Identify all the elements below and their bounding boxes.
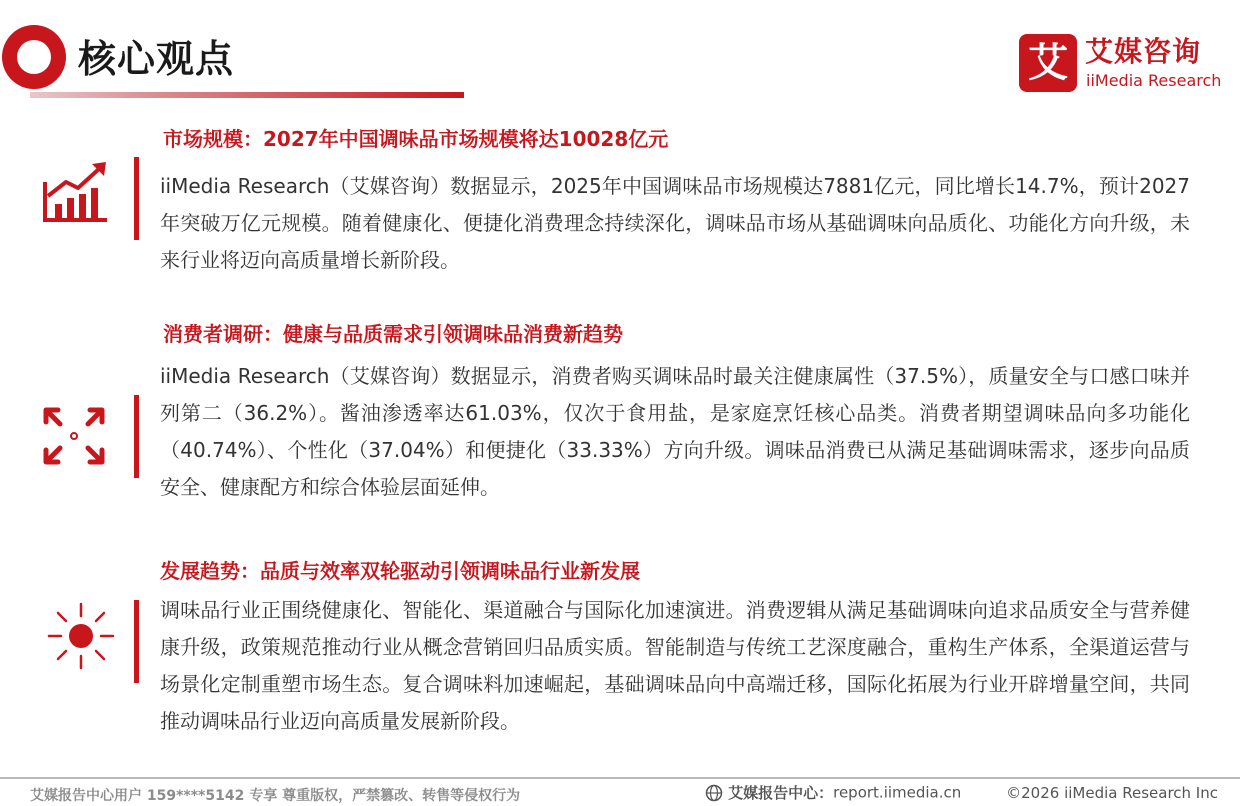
footer-report-center [705, 782, 961, 802]
section-body-development-trend: 调味品行业正围绕健康化、智能化、渠道融合与国际化加速演进。消费逻辑从满足基础调味向追求品质安全与营养健康升级，政策规范推动行业从概念营销回归品质实质。智能制造与传统工艺深度融合，重构生产体系，全渠道运营与场景化定制重塑市场生态。复合调味料加速崛起，基础调味品向中高端迁移，国际化拓展为行业开辟增量空间，共同推动调味品行业迈向高质量发展新阶段。 [160, 598, 1190, 733]
logo-name-cn: 艾媒咨询 [1085, 35, 1202, 68]
title-underline [30, 92, 464, 98]
brand-logo [1019, 34, 1222, 92]
section-body-market-size: iiMedia Research（艾媒咨询）数据显示，2025年中国调味品市场规模达7881亿元，同比增长14.7%，预计2027年突破万亿元规模。随着健康化、便捷化消费理念持续深化，调味品市场从基础调味向品质化、功能化方向升级，未来行业将迈向高质量增长新阶段。 [160, 174, 1190, 272]
footer-report-center-label: 艾媒报告中心： [728, 784, 834, 802]
globe-icon [705, 784, 723, 802]
focus-arrows-icon [40, 402, 108, 470]
section-heading-development-trend: 发展趋势：品质与效率双轮驱动引领调味品行业新发展 [160, 559, 640, 583]
footer-divider [0, 777, 1240, 779]
logo-mark-icon: 艾 [1019, 34, 1077, 92]
footer-report-url[interactable]: report.iimedia.cn [833, 783, 962, 802]
page-title: 核心观点 [78, 37, 235, 81]
logo-name-en: iiMedia Research [1086, 71, 1222, 90]
section-body-consumer-survey: iiMedia Research（艾媒咨询）数据显示，消费者购买调味品时最关注健康属性（37.5%），质量安全与口感口味并列第二（36.2%）。酱油渗透率达61.03%，仅次于食用盐，是家庭烹饪核心品类。消费者期望调味品向多功能化（40.74%）、个性化（37.04%）和便捷化（33.33%）方向升级。调味品消费已从满足基础调味需求，逐步向品质安全、健康配方和综合体验层面延伸。 [160, 364, 1190, 499]
sun-icon [45, 600, 117, 672]
section-heading-market-size: 市场规模：2027年中国调味品市场规模将达10028亿元 [163, 127, 669, 151]
bar-chart-growth-icon [40, 160, 112, 224]
footer-copyright: ©2026 iiMedia Research Inc [1006, 784, 1218, 802]
title-circle-icon [2, 25, 66, 89]
section-divider-bar [134, 395, 139, 478]
footer-copyright-notice: 艾媒报告中心用户 159****5142 专享 尊重版权，严禁篡改、转售等侵权行为 [30, 788, 521, 804]
section-heading-consumer-survey: 消费者调研：健康与品质需求引领调味品消费新趋势 [163, 322, 623, 346]
section-divider-bar [134, 157, 139, 240]
section-divider-bar [134, 600, 139, 683]
